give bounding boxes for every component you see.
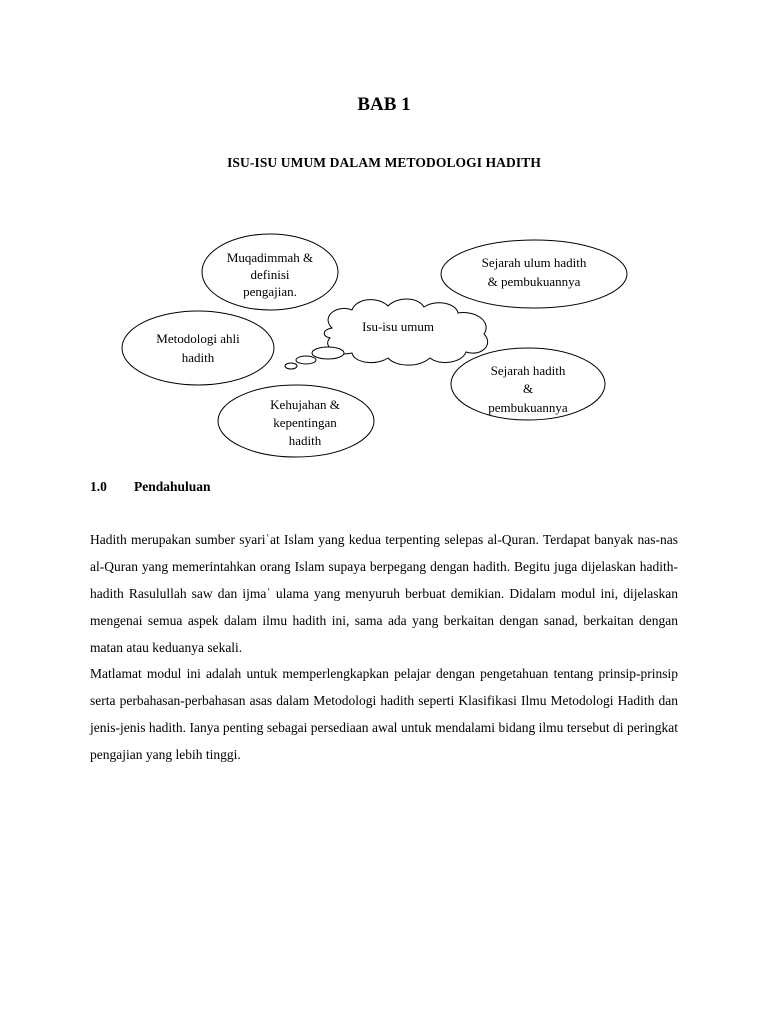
- node-muqadimmah-line-1: Muqadimmah &: [226, 250, 314, 265]
- node-kehujahan-line-3: hadith: [288, 433, 322, 448]
- thought-bubble-small: [285, 363, 297, 369]
- central-cloud: [324, 299, 487, 365]
- node-sejarah-ulum-line-2: & pembukuannya: [487, 274, 581, 289]
- node-muqadimmah: [202, 234, 338, 310]
- node-metodologi-line-1: Metodologi ahli: [156, 331, 240, 346]
- node-muqadimmah-line-3: pengajian.: [243, 284, 297, 299]
- paragraph-objective: Matlamat modul ini adalah untuk memperlengkapkan pelajar dengan pengetahuan tentang prinsip-prinsip serta perbahasan-perbahasan asas dalam Metodologi hadith seperti Klasifikasi Ilmu Metodologi Hadith dan jenis-jenis hadith. Ianya penting sebagai persediaan awal untuk mendalami bidang ilmu tersebut di peringkat pengajian yang lebih tinggi.: [90, 666, 678, 762]
- node-sejarah-ulum: [441, 240, 627, 308]
- thought-bubble-large: [312, 347, 344, 359]
- section-title: Pendahuluan: [134, 479, 211, 494]
- central-cloud-label: Isu-isu umum: [362, 319, 434, 334]
- node-sejarah-hadith-line-2: &: [522, 381, 534, 396]
- paragraph-intro: Hadith merupakan sumber syariʿat Islam yang kedua terpenting selepas al-Quran. Terdapat banyak nas-nas al-Quran yang memerintahkan orang Islam supaya berpegang dengan hadith. Begitu juga dijelaskan hadith-hadith Rasulullah saw dan ijmaʿ ulama yang menyuruh berbuat demikian. Didalam modul ini, dijelaskan mengenai semua aspek dalam ilmu hadith ini, sama ada yang berkaitan dengan sanad, berkaitan dengan matan atau keduanya sekali.: [90, 532, 678, 655]
- node-sejarah-hadith-line-3: pembukuannya: [488, 400, 568, 415]
- node-metodologi-line-2: hadith: [181, 350, 215, 365]
- node-muqadimmah-line-2: definisi: [250, 267, 290, 282]
- section-heading: [90, 479, 211, 495]
- node-sejarah-hadith-line-1: Sejarah hadith: [490, 363, 566, 378]
- concept-diagram: [0, 0, 768, 470]
- node-sejarah-hadith: [451, 348, 605, 420]
- node-kehujahan-line-2: kepentingan: [273, 415, 337, 430]
- section-number: 1.0: [90, 479, 107, 494]
- thought-bubble-medium: [296, 356, 316, 364]
- node-kehujahan: [218, 385, 374, 457]
- node-kehujahan-line-1: Kehujahan &: [270, 397, 340, 412]
- node-metodologi: [122, 311, 274, 385]
- node-sejarah-ulum-line-1: Sejarah ulum hadith: [481, 255, 587, 270]
- chapter-title: BAB 1: [357, 94, 411, 115]
- chapter-subtitle: ISU-ISU UMUM DALAM METODOLOGI HADITH: [227, 155, 541, 170]
